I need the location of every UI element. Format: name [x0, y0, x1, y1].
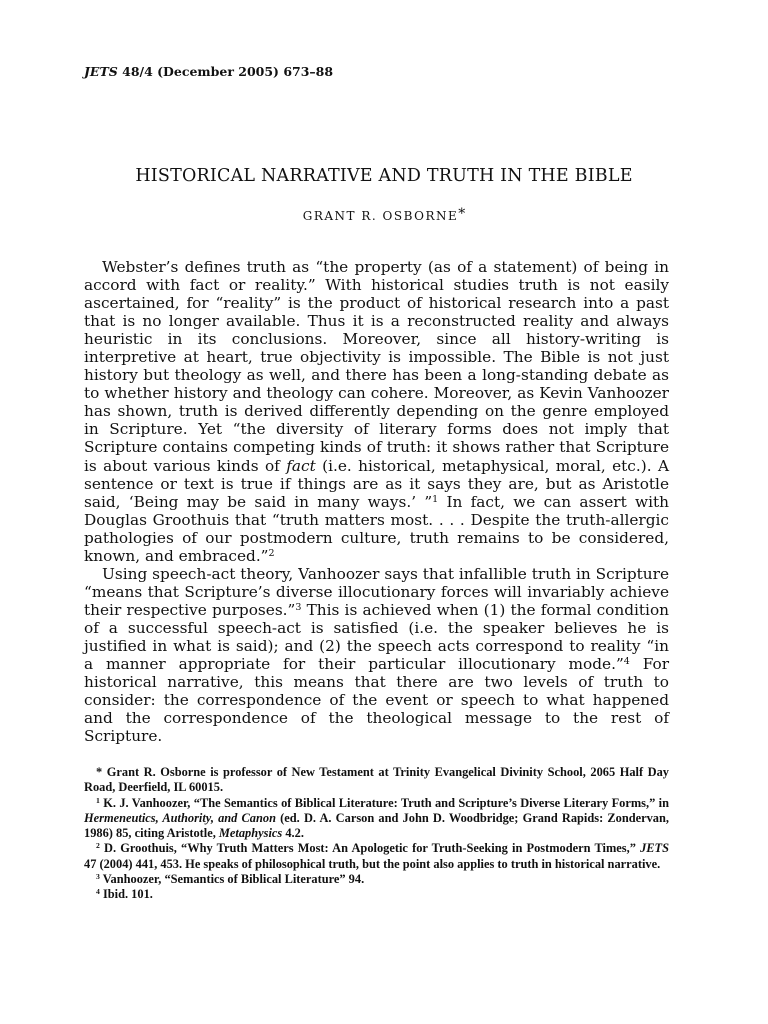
paragraph-text: This is achieved when (1) the formal condition of a successful speech-act is satisfied (i.e. the speaker believes he is justified in what is said); and (2) the speech acts correspond to reality “in a manner appropriate for their particular illocutionary mode.” — [84, 600, 669, 674]
journal-name: JETS — [84, 64, 118, 79]
footnote-italic: Metaphysics — [218, 826, 283, 841]
footnote-marker: 3 — [96, 871, 100, 881]
paragraph-text: In fact, we can assert with Douglas Groothuis that “truth matters most. . . . Despite the truth-allergic pathologies of our postmodern culture, truth remains to be considered, known, and embraced.” — [84, 492, 669, 565]
footnote-italic: Hermeneutics, Authority, and Canon — [84, 810, 276, 825]
author-name: GRANT R. OSBORNE — [302, 209, 459, 223]
footnote-ref: 2 — [268, 547, 275, 559]
paragraph-text: (i.e. historical, metaphysical, moral, etc.). A sentence or text is true if things are as it says they are, but as Aristotle said, ‘Being may be said in many ways.’ ” — [84, 456, 669, 511]
footnote-text: D. Groothuis, “Why Truth Matters Most: An Apologetic for Truth-Seeking in Postmodern Times,” — [99, 841, 641, 856]
journal-citation — [84, 64, 333, 79]
footnote-text: (ed. D. A. Carson and John D. Woodbridge; Grand Rapids: Zondervan, 1986) 85, citing Aristotle, — [84, 810, 669, 841]
footnote-text: K. J. Vanhoozer, “The Semantics of Biblical Literature: Truth and Scripture’s Diverse Literary Forms,” in — [99, 795, 669, 810]
footnote-3 — [84, 872, 669, 887]
paragraph-text: Using speech-act theory, Vanhoozer says that infallible truth in Scripture “means that Scripture’s diverse illocutionary forces will invariably achieve their respective purposes.” — [84, 564, 669, 619]
footnote-marker: * — [96, 765, 103, 779]
article-body — [84, 258, 669, 745]
journal-issue: 48/4 (December 2005) 673–88 — [117, 64, 334, 79]
footnote-text: Vanhoozer, “Semantics of Biblical Literature” 94. — [99, 872, 365, 887]
footnote-author — [84, 765, 669, 796]
author-footnote-mark: * — [458, 206, 466, 222]
footnote-text: Grant R. Osborne is professor of New Testament at Trinity Evangelical Divinity School, 2065 Half Day Road, Deerfield, IL 60015. — [84, 765, 669, 795]
footnote-2 — [84, 841, 669, 872]
footnote-text: 47 (2004) 441, 453. He speaks of philosophical truth, but the point also applies to truth in historical narrative. — [84, 856, 661, 871]
body-paragraph — [84, 258, 669, 565]
article-author — [0, 206, 768, 223]
paragraph-text: Webster’s defines truth as “the property (as of a statement) of being in accord with fact or reality.” With historical studies truth is not easily ascertained, for “reality” is the product of historical research into a past that is no longer available. Thus it is a reconstructed reality and always heuristic in its conclusions. Moreover, since all history-writing is interpretive at heart, true objectivity is impossible. The Bible is not just history but theology as well, and there has been a long-standing debate as to whether history and theology can cohere. Moreover, as Kevin Vanhoozer has shown, truth is derived differently depending on the genre employed in Scripture. Yet “the diversity of literary forms does not imply that Scripture contains competing kinds of truth: it shows rather that Scripture is about various kinds of — [84, 258, 669, 475]
footnote-text: 4.2. — [282, 826, 304, 841]
body-paragraph — [84, 565, 669, 745]
article-title: HISTORICAL NARRATIVE AND TRUTH IN THE BIBLE — [135, 166, 633, 186]
footnote-ref: 1 — [432, 493, 439, 505]
footnote-italic: JETS — [640, 841, 669, 856]
paragraph-text: For historical narrative, this means that there are two levels of truth to consider: the correspondence of the event or speech to what happened and the correspondence of the theological message to the rest of Scripture. — [84, 655, 670, 746]
footnote-marker: 4 — [96, 887, 100, 897]
emphasis-text: fact — [286, 456, 316, 475]
footnote-ref: 3 — [295, 601, 302, 613]
footnote-ref: 4 — [623, 655, 630, 667]
footnote-marker: 2 — [96, 841, 100, 851]
footnote-marker: 1 — [96, 795, 100, 805]
footnotes — [84, 765, 669, 903]
footnote-text: Ibid. 101. — [99, 887, 153, 902]
footnote-4 — [84, 887, 669, 902]
footnote-1 — [84, 796, 669, 842]
